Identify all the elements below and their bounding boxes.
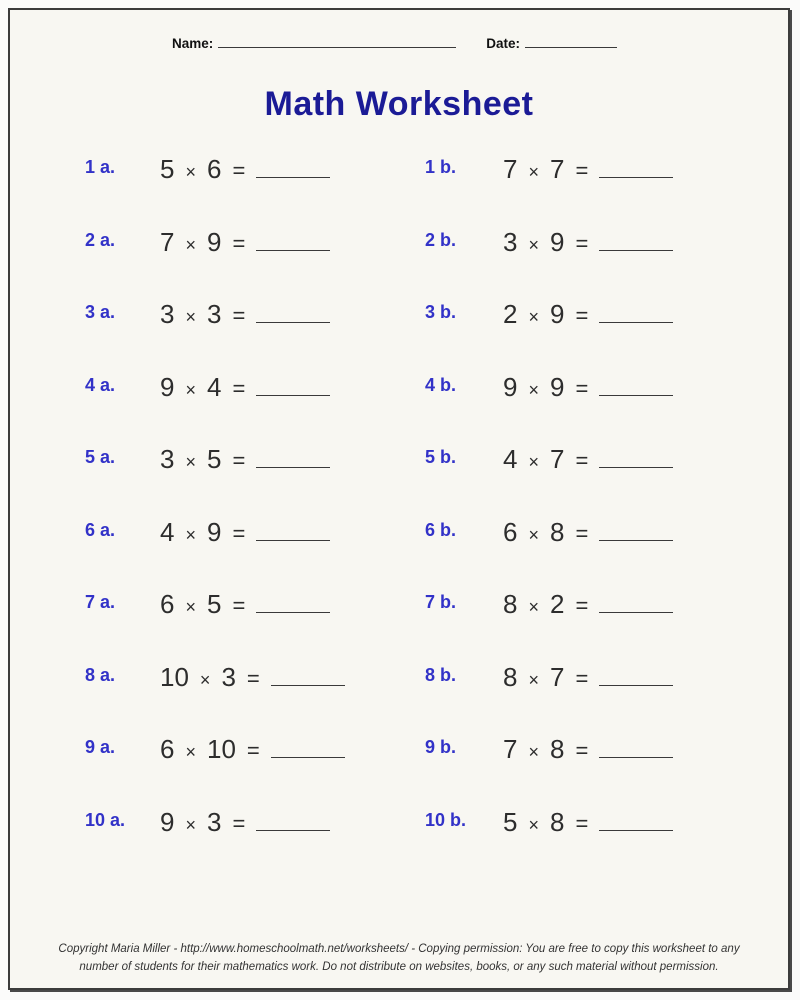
answer-blank-7a <box>256 590 330 613</box>
multiplication-sign: × <box>185 597 196 617</box>
problem-label-3b: 3 b. <box>425 302 457 322</box>
date-blank-line <box>525 36 617 48</box>
factor2: 8 <box>549 516 565 547</box>
equals-sign: = <box>232 375 246 401</box>
factor1: 8 <box>503 661 518 692</box>
answer-blank-1a <box>256 155 330 178</box>
multiplication-sign: × <box>528 669 539 690</box>
answer-blank-4a <box>256 372 330 395</box>
multiplication-sign: × <box>528 379 539 400</box>
multiplication-sign: × <box>528 524 539 545</box>
copyright-footer <box>10 940 788 976</box>
factor1: 8 <box>503 589 518 619</box>
equals-sign: = <box>575 520 589 546</box>
equals-sign: = <box>575 158 589 183</box>
equals-sign: = <box>575 810 589 836</box>
answer-blank-9a <box>271 735 345 758</box>
factor2: 7 <box>549 154 565 184</box>
factor1: 7 <box>503 154 518 184</box>
answer-blank-2a <box>256 227 330 250</box>
factor2: 10 <box>206 734 236 764</box>
problem-expression-7b <box>503 589 788 620</box>
problem-expression-8a <box>160 662 425 693</box>
problem-label-1a: 1 a. <box>85 157 116 177</box>
equals-sign: = <box>575 375 589 401</box>
problem-label-2a: 2 a. <box>85 229 116 250</box>
factor2: 4 <box>206 371 222 402</box>
equals-sign: = <box>575 230 589 256</box>
factor1: 3 <box>160 444 175 474</box>
problem-expression-1b <box>503 154 788 185</box>
factor2: 6 <box>206 154 222 184</box>
problem-expression-10b <box>503 807 788 838</box>
factor1: 2 <box>503 299 518 329</box>
equals-sign: = <box>575 738 589 763</box>
answer-blank-10b <box>599 807 673 830</box>
equals-sign: = <box>232 158 246 183</box>
answer-blank-3b <box>599 300 673 323</box>
equals-sign: = <box>575 448 589 473</box>
equals-sign: = <box>232 230 246 256</box>
factor1: 4 <box>160 516 175 547</box>
answer-blank-7b <box>599 590 673 613</box>
multiplication-sign: × <box>528 597 539 617</box>
answer-blank-6b <box>599 517 673 540</box>
problem-label-6a: 6 a. <box>85 519 116 540</box>
problem-expression-6b <box>503 517 788 548</box>
factor1: 6 <box>160 589 175 619</box>
problem-row-7 <box>10 589 788 662</box>
equals-sign: = <box>575 593 589 618</box>
problems-grid <box>10 154 788 879</box>
name-blank-line <box>218 36 456 48</box>
multiplication-sign: × <box>528 162 539 182</box>
factor2: 3 <box>221 661 236 692</box>
multiplication-sign: × <box>185 452 196 472</box>
problem-expression-5b <box>503 444 788 475</box>
problem-expression-5a <box>160 444 425 475</box>
problem-row-6 <box>10 517 788 590</box>
problem-row-8 <box>10 662 788 735</box>
factor2: 7 <box>549 444 565 474</box>
factor2: 5 <box>206 444 222 474</box>
name-date-header <box>10 10 788 51</box>
answer-blank-5a <box>256 445 330 468</box>
answer-blank-6a <box>256 517 330 540</box>
factor2: 9 <box>549 299 565 329</box>
factor2: 9 <box>549 371 565 402</box>
factor1: 9 <box>503 371 518 402</box>
problem-expression-8b <box>503 662 788 693</box>
answer-blank-2b <box>599 227 673 250</box>
multiplication-sign: × <box>528 742 539 762</box>
multiplication-sign: × <box>185 742 196 762</box>
factor1: 6 <box>503 516 518 547</box>
answer-blank-9b <box>599 735 673 758</box>
equals-sign: = <box>575 665 589 691</box>
factor1: 7 <box>503 734 518 764</box>
problem-expression-2b <box>503 227 788 258</box>
problem-expression-7a <box>160 589 425 620</box>
copyright-line-1: Copyright Maria Miller - http://www.homeschoolmath.net/worksheets/ - Copying permission: You are free to copy this worksheet to any <box>58 943 740 955</box>
multiplication-sign: × <box>528 234 539 255</box>
factor1: 3 <box>503 226 518 257</box>
multiplication-sign: × <box>185 307 196 327</box>
factor2: 9 <box>549 226 565 257</box>
problem-expression-4b <box>503 372 788 403</box>
problem-label-5a: 5 a. <box>85 447 116 467</box>
problem-expression-3a <box>160 299 425 330</box>
factor2: 3 <box>206 299 222 329</box>
factor2: 7 <box>549 661 565 692</box>
problem-label-4b: 4 b. <box>425 374 457 395</box>
problem-label-9a: 9 a. <box>85 737 116 757</box>
problem-row-5 <box>10 444 788 517</box>
answer-blank-1b <box>599 155 673 178</box>
factor2: 9 <box>206 226 222 257</box>
answer-blank-10a <box>256 807 330 830</box>
factor2: 5 <box>206 589 222 619</box>
equals-sign: = <box>246 738 260 763</box>
equals-sign: = <box>232 448 246 473</box>
factor1: 4 <box>503 444 518 474</box>
multiplication-sign: × <box>528 814 539 835</box>
problem-row-3 <box>10 299 788 372</box>
date-label: Date: <box>486 36 521 51</box>
problem-label-10a: 10 a. <box>85 809 126 830</box>
factor1: 10 <box>160 661 189 692</box>
problem-row-9 <box>10 734 788 807</box>
multiplication-sign: × <box>528 307 539 327</box>
problem-label-10b: 10 b. <box>425 809 467 830</box>
worksheet-page <box>8 8 790 990</box>
equals-sign: = <box>575 303 589 328</box>
problem-label-7b: 7 b. <box>425 592 457 612</box>
problem-expression-10a <box>160 807 425 838</box>
factor2: 8 <box>549 806 565 837</box>
problem-expression-1a <box>160 154 425 185</box>
problem-row-1 <box>10 154 788 227</box>
problem-row-4 <box>10 372 788 445</box>
multiplication-sign: × <box>199 669 211 690</box>
copyright-line-2: number of students for their mathematics work. Do not distribute on websites, books, or any such material without permission. <box>79 961 719 973</box>
factor1: 9 <box>160 371 175 402</box>
equals-sign: = <box>246 665 260 691</box>
problem-row-10 <box>10 807 788 880</box>
multiplication-sign: × <box>528 452 539 472</box>
equals-sign: = <box>232 520 246 546</box>
name-label: Name: <box>172 36 214 51</box>
answer-blank-4b <box>599 372 673 395</box>
factor1: 7 <box>160 226 175 257</box>
problem-label-7a: 7 a. <box>85 592 116 612</box>
problem-label-6b: 6 b. <box>425 519 457 540</box>
factor2: 2 <box>549 589 565 619</box>
factor1: 5 <box>503 806 518 837</box>
multiplication-sign: × <box>185 524 196 545</box>
answer-blank-8a <box>271 662 345 685</box>
problem-label-2b: 2 b. <box>425 229 457 250</box>
problem-label-9b: 9 b. <box>425 737 457 757</box>
multiplication-sign: × <box>185 379 196 400</box>
factor2: 8 <box>549 734 565 764</box>
problem-label-1b: 1 b. <box>425 157 457 177</box>
factor2: 9 <box>206 516 222 547</box>
problem-label-8b: 8 b. <box>425 664 457 685</box>
multiplication-sign: × <box>185 234 196 255</box>
answer-blank-8b <box>599 662 673 685</box>
equals-sign: = <box>232 303 246 328</box>
problem-label-4a: 4 a. <box>85 374 116 395</box>
factor1: 3 <box>160 299 175 329</box>
answer-blank-3a <box>256 300 330 323</box>
multiplication-sign: × <box>185 162 196 182</box>
factor1: 5 <box>160 154 175 184</box>
problem-expression-2a <box>160 227 425 258</box>
page-title: Math Worksheet <box>264 85 534 123</box>
factor1: 9 <box>160 806 175 837</box>
equals-sign: = <box>232 810 246 836</box>
problem-expression-3b <box>503 299 788 330</box>
answer-blank-5b <box>599 445 673 468</box>
factor2: 3 <box>206 806 222 837</box>
problem-label-8a: 8 a. <box>85 664 116 685</box>
problem-row-2 <box>10 227 788 300</box>
problem-expression-9b <box>503 734 788 765</box>
multiplication-sign: × <box>185 814 196 835</box>
problem-label-5b: 5 b. <box>425 447 457 467</box>
problem-label-3a: 3 a. <box>85 302 116 322</box>
problem-expression-6a <box>160 517 425 548</box>
problem-expression-4a <box>160 372 425 403</box>
equals-sign: = <box>232 593 246 618</box>
factor1: 6 <box>160 734 175 764</box>
problem-expression-9a <box>160 734 425 765</box>
